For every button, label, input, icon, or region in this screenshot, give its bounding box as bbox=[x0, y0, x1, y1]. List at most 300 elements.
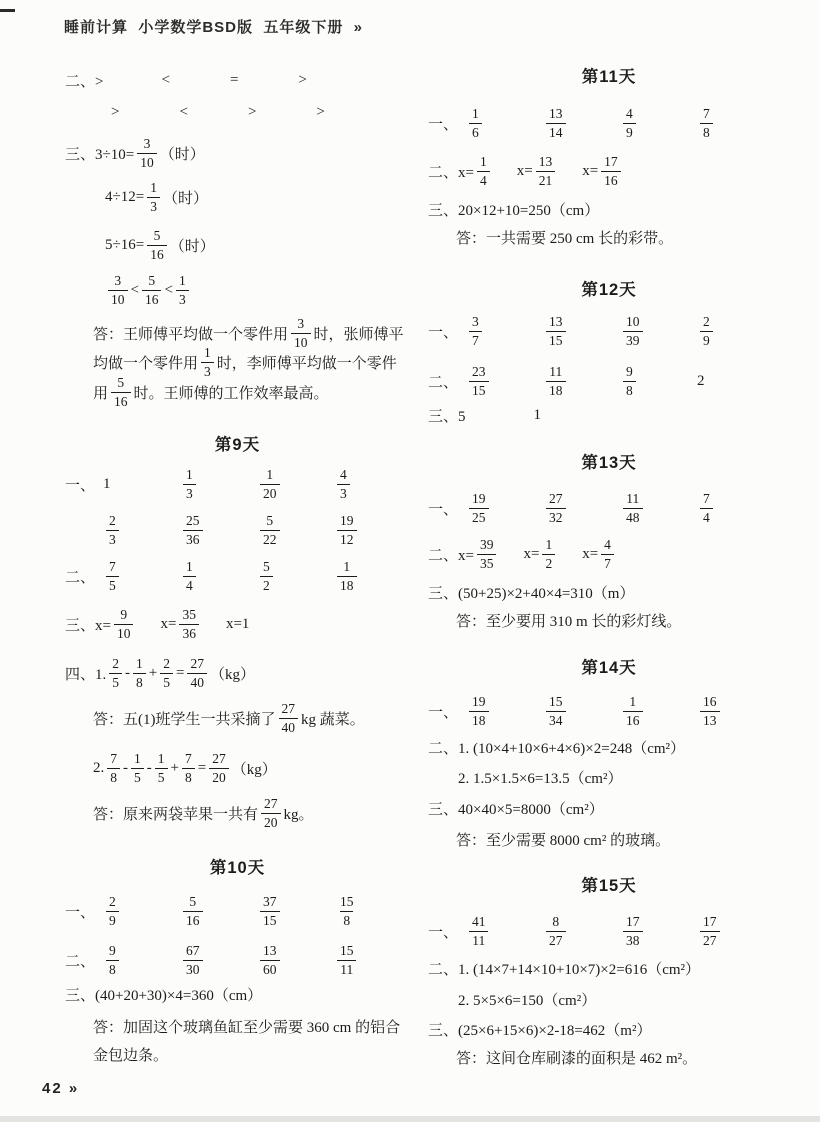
math-text: + bbox=[148, 664, 158, 681]
fraction bbox=[108, 273, 128, 307]
fraction bbox=[133, 656, 146, 690]
fraction bbox=[109, 656, 122, 690]
fraction bbox=[337, 943, 357, 977]
fraction-denominator: 4 bbox=[477, 171, 490, 189]
math-text: < bbox=[164, 281, 173, 298]
fraction-denominator: 18 bbox=[546, 381, 566, 399]
fraction-denominator: 5 bbox=[109, 673, 122, 691]
math-text: 2. 1.5×1.5×6=13.5（cm²） bbox=[458, 770, 623, 787]
fraction-denominator: 16 bbox=[183, 911, 203, 929]
fraction bbox=[183, 894, 203, 928]
spacer bbox=[65, 362, 93, 363]
fraction-denominator: 20 bbox=[260, 484, 280, 502]
answer-cell bbox=[257, 513, 334, 547]
spacer bbox=[65, 197, 105, 198]
answer-line bbox=[428, 219, 790, 255]
day-heading: 第14天 bbox=[581, 659, 637, 677]
fraction-denominator: 48 bbox=[623, 508, 643, 526]
fraction-numerator: 11 bbox=[626, 490, 640, 506]
fraction-denominator: 16 bbox=[111, 392, 131, 410]
answer-line bbox=[65, 62, 410, 98]
fraction-numerator: 27 bbox=[549, 490, 563, 506]
math-text: 2. 5×5×6=150（cm²） bbox=[458, 992, 597, 1009]
answer-line bbox=[65, 179, 410, 215]
fraction-numerator: 1 bbox=[186, 466, 193, 482]
fraction-numerator: 3 bbox=[472, 313, 479, 329]
fraction-numerator: 2 bbox=[109, 893, 116, 909]
answer-cell bbox=[466, 364, 543, 398]
fraction bbox=[546, 694, 566, 728]
spacer bbox=[493, 171, 517, 172]
math-text: = bbox=[175, 664, 185, 681]
fraction-denominator: 8 bbox=[700, 123, 713, 141]
fraction bbox=[147, 228, 167, 262]
math-text: 二、1. (14×7+14×10+10×7)×2=616（cm²） bbox=[428, 961, 701, 978]
math-text: kg。 bbox=[283, 806, 314, 823]
answer-cell bbox=[180, 943, 257, 977]
fraction-numerator: 7 bbox=[110, 750, 117, 766]
fraction bbox=[623, 914, 643, 948]
answer-cell bbox=[697, 694, 774, 728]
answer-cell bbox=[180, 894, 257, 928]
fraction-denominator: 39 bbox=[623, 331, 643, 349]
fraction-denominator: 2 bbox=[542, 554, 555, 572]
fraction-numerator: 1 bbox=[204, 344, 211, 360]
fraction bbox=[623, 106, 636, 140]
math-text: < bbox=[130, 281, 139, 298]
fraction-numerator: 15 bbox=[549, 693, 563, 709]
fraction-numerator: 19 bbox=[472, 490, 486, 506]
fraction bbox=[469, 491, 489, 525]
math-text: = bbox=[229, 71, 239, 88]
fraction bbox=[183, 513, 203, 547]
answer-line bbox=[65, 750, 410, 786]
fraction bbox=[260, 467, 280, 501]
fraction-denominator: 8 bbox=[133, 673, 146, 691]
fraction-denominator: 60 bbox=[260, 960, 280, 978]
spacer bbox=[65, 1054, 93, 1055]
math-text: x= bbox=[523, 545, 540, 562]
fraction-denominator: 30 bbox=[183, 960, 203, 978]
row-label: 一、 bbox=[428, 704, 459, 721]
answer-line bbox=[428, 153, 790, 189]
fraction bbox=[183, 943, 203, 977]
fraction-denominator: 7 bbox=[469, 331, 482, 349]
fraction-numerator: 5 bbox=[266, 512, 274, 528]
fraction bbox=[623, 364, 636, 398]
spacer bbox=[65, 813, 93, 814]
answer-line bbox=[65, 976, 410, 1012]
answer-line bbox=[428, 602, 790, 638]
math-text: （时） bbox=[162, 190, 208, 207]
fraction-denominator: 3 bbox=[176, 290, 189, 308]
fraction bbox=[469, 314, 482, 348]
answer-cell bbox=[543, 106, 620, 140]
math-text: 时。王师傅的工作效率最高。 bbox=[133, 385, 329, 402]
answer-cell bbox=[257, 467, 334, 501]
fraction bbox=[337, 467, 350, 501]
fraction-numerator: 23 bbox=[472, 363, 486, 379]
spacer bbox=[136, 624, 160, 625]
answer-line bbox=[65, 700, 410, 736]
fraction-numerator: 11 bbox=[549, 363, 563, 379]
fraction-numerator: 19 bbox=[472, 693, 486, 709]
fraction-numerator: 9 bbox=[120, 606, 128, 622]
math-text: 二、x= bbox=[428, 547, 474, 564]
math-text: （时） bbox=[159, 146, 205, 163]
fraction-denominator: 20 bbox=[209, 768, 229, 786]
answer-line bbox=[428, 397, 790, 433]
fraction-denominator: 4 bbox=[183, 576, 196, 594]
answer-cell bbox=[466, 694, 543, 728]
fraction-numerator: 35 bbox=[182, 606, 196, 622]
answer-line bbox=[428, 1039, 790, 1075]
math-text: （时） bbox=[169, 238, 215, 255]
fraction-denominator: 14 bbox=[546, 123, 566, 141]
answer-cell bbox=[334, 559, 411, 593]
fraction-denominator: 7 bbox=[601, 554, 614, 572]
math-text: 时，张师傅平 bbox=[313, 326, 404, 343]
day-heading: 第15天 bbox=[581, 877, 637, 895]
fraction bbox=[546, 314, 566, 348]
row-label: 一、 bbox=[428, 324, 459, 341]
fraction bbox=[187, 656, 207, 690]
answer-cell bbox=[103, 894, 180, 928]
fraction bbox=[469, 694, 489, 728]
fraction-numerator: 5 bbox=[189, 893, 197, 909]
fraction-denominator: 3 bbox=[201, 362, 214, 380]
fraction-numerator: 15 bbox=[340, 893, 354, 909]
spacer bbox=[65, 290, 105, 291]
fraction-numerator: 25 bbox=[186, 512, 200, 528]
answer-row bbox=[428, 105, 790, 141]
fraction bbox=[623, 314, 643, 348]
fraction-numerator: 7 bbox=[109, 558, 116, 574]
fraction-numerator: 2 bbox=[109, 512, 116, 528]
math-text: > bbox=[111, 103, 120, 120]
fraction-denominator: 6 bbox=[469, 123, 482, 141]
spacer bbox=[256, 112, 316, 113]
answer-row bbox=[65, 942, 410, 978]
fraction-denominator: 9 bbox=[106, 911, 119, 929]
spacer bbox=[428, 620, 456, 621]
fraction bbox=[477, 537, 497, 571]
math-text: 1 bbox=[533, 406, 542, 423]
fraction-numerator: 5 bbox=[263, 558, 270, 574]
fraction bbox=[160, 656, 173, 690]
answer-row bbox=[428, 913, 790, 949]
answer-cell bbox=[697, 914, 774, 948]
math-text: > bbox=[247, 103, 257, 120]
fraction-denominator: 13 bbox=[700, 711, 720, 729]
answer-cell bbox=[620, 106, 697, 140]
day-heading: 第9天 bbox=[214, 436, 261, 454]
fraction-denominator: 8 bbox=[106, 960, 119, 978]
answer-cell bbox=[543, 491, 620, 525]
math-text: 1 bbox=[103, 475, 111, 492]
math-text: 均做一个零件用 bbox=[93, 355, 199, 372]
fraction-numerator: 1 bbox=[479, 153, 487, 169]
math-text: 四、1. bbox=[65, 666, 107, 683]
fraction-denominator: 36 bbox=[183, 530, 203, 548]
fraction bbox=[469, 914, 489, 948]
fraction bbox=[623, 694, 643, 728]
fraction bbox=[477, 154, 490, 188]
math-text: 2 bbox=[697, 372, 705, 389]
math-text: 二、> bbox=[65, 73, 104, 90]
answer-cell bbox=[620, 491, 697, 525]
math-text: 答：五(1)班学生一共采摘了 bbox=[93, 711, 276, 728]
math-text: x= bbox=[582, 162, 599, 179]
fraction-denominator: 40 bbox=[187, 673, 207, 691]
spacer bbox=[65, 245, 105, 246]
fraction bbox=[106, 513, 119, 547]
fraction bbox=[261, 796, 281, 830]
answer-line bbox=[65, 795, 410, 831]
answer-cell bbox=[180, 513, 257, 547]
fraction bbox=[131, 751, 144, 785]
fraction-numerator: 3 bbox=[143, 135, 151, 151]
answer-cell bbox=[103, 559, 180, 593]
fraction-numerator: 13 bbox=[538, 153, 553, 169]
fraction-numerator: 8 bbox=[552, 913, 560, 929]
spacer bbox=[202, 624, 226, 625]
answer-row bbox=[428, 490, 790, 526]
math-text: （kg） bbox=[209, 666, 255, 683]
answer-row bbox=[65, 512, 410, 548]
answer-cell bbox=[466, 314, 543, 348]
fraction-numerator: 13 bbox=[263, 942, 277, 958]
day-heading: 第13天 bbox=[581, 454, 637, 472]
answer-cell bbox=[620, 364, 697, 398]
math-text: + bbox=[170, 759, 179, 776]
scan-corner-mark bbox=[0, 9, 15, 12]
fraction bbox=[209, 751, 229, 785]
fraction-numerator: 13 bbox=[549, 105, 563, 121]
spacer bbox=[428, 1057, 456, 1058]
answer-cell bbox=[697, 314, 774, 348]
math-text: 答：王师傅平均做一个零件用 bbox=[93, 326, 289, 343]
answer-cell bbox=[697, 106, 774, 140]
fraction-numerator: 27 bbox=[190, 655, 204, 671]
fraction-numerator: 27 bbox=[212, 750, 226, 766]
fraction-numerator: 4 bbox=[604, 536, 611, 552]
fraction-denominator: 5 bbox=[131, 768, 144, 786]
fraction-denominator: 10 bbox=[114, 624, 134, 642]
row-label: 一、 bbox=[428, 501, 459, 518]
spacer bbox=[238, 80, 298, 81]
fraction-numerator: 3 bbox=[297, 315, 305, 331]
fraction-numerator: 15 bbox=[340, 942, 354, 958]
fraction-denominator: 10 bbox=[108, 290, 128, 308]
math-text: 用 bbox=[93, 385, 109, 402]
fraction-numerator: 7 bbox=[703, 105, 710, 121]
math-text: kg 蔬菜。 bbox=[301, 711, 365, 728]
answer-line bbox=[428, 536, 790, 572]
scan-bottom-edge bbox=[0, 1116, 820, 1122]
math-text: 三、(25×6+15×6)×2-18=462（m²） bbox=[428, 1022, 652, 1039]
math-text: - bbox=[125, 664, 131, 681]
fraction bbox=[137, 136, 157, 170]
fraction-numerator: 19 bbox=[340, 512, 354, 528]
answer-cell bbox=[543, 364, 620, 398]
fraction-denominator: 11 bbox=[469, 931, 488, 949]
fraction-numerator: 3 bbox=[114, 272, 122, 288]
fraction-denominator: 16 bbox=[142, 290, 162, 308]
fraction bbox=[601, 154, 621, 188]
fraction bbox=[142, 273, 162, 307]
answer-cell bbox=[620, 914, 697, 948]
spacer bbox=[428, 999, 458, 1000]
math-text: < bbox=[161, 71, 170, 88]
fraction-denominator: 10 bbox=[291, 333, 311, 351]
answer-cell bbox=[257, 559, 334, 593]
answer-cell bbox=[620, 314, 697, 348]
spacer bbox=[428, 237, 456, 238]
answer-cell bbox=[103, 513, 180, 547]
row-label: 一、 bbox=[428, 116, 459, 133]
math-text: 三、3÷10= bbox=[65, 146, 135, 163]
math-text: 二、x= bbox=[428, 164, 474, 181]
fraction-numerator: 5 bbox=[117, 374, 125, 390]
fraction-numerator: 17 bbox=[604, 153, 618, 169]
answer-row bbox=[428, 313, 790, 349]
math-text: 三、(50+25)×2+40×4=310（m） bbox=[428, 585, 635, 602]
answer-cell bbox=[103, 943, 180, 977]
fraction-denominator: 27 bbox=[546, 931, 566, 949]
fraction-numerator: 1 bbox=[186, 558, 193, 574]
spacer bbox=[65, 1026, 93, 1027]
fraction bbox=[183, 467, 196, 501]
answer-line bbox=[65, 272, 410, 308]
math-text: 答：一共需要 250 cm 长的彩带。 bbox=[456, 230, 674, 247]
fraction bbox=[469, 106, 482, 140]
fraction-denominator: 5 bbox=[155, 768, 168, 786]
fraction-numerator: 10 bbox=[626, 313, 640, 329]
fraction-numerator: 7 bbox=[703, 490, 710, 506]
fraction-denominator: 15 bbox=[469, 381, 489, 399]
fraction-numerator: 1 bbox=[266, 466, 274, 482]
fraction bbox=[546, 914, 566, 948]
spacer bbox=[65, 112, 111, 113]
fraction bbox=[260, 943, 280, 977]
fraction-denominator: 20 bbox=[261, 813, 281, 831]
fraction bbox=[106, 559, 119, 593]
spacer bbox=[188, 112, 248, 113]
fraction bbox=[260, 559, 273, 593]
fraction bbox=[107, 751, 120, 785]
fraction bbox=[700, 106, 713, 140]
fraction-numerator: 4 bbox=[340, 466, 347, 482]
fraction bbox=[536, 154, 556, 188]
answer-cell bbox=[334, 943, 411, 977]
fraction-numerator: 1 bbox=[136, 655, 143, 671]
fraction-denominator: 8 bbox=[182, 768, 195, 786]
fraction bbox=[183, 559, 196, 593]
math-text: 三、(40+20+30)×4=360（cm） bbox=[65, 987, 263, 1004]
fraction bbox=[106, 943, 119, 977]
spacer bbox=[119, 112, 179, 113]
math-text: 三、20×12+10=250（cm） bbox=[428, 202, 600, 219]
answer-row bbox=[428, 693, 790, 729]
fraction bbox=[337, 894, 357, 928]
fraction-numerator: 1 bbox=[472, 105, 479, 121]
fraction-denominator: 15 bbox=[260, 911, 280, 929]
spacer bbox=[65, 333, 93, 334]
fraction-denominator: 40 bbox=[279, 718, 299, 736]
fraction-numerator: 39 bbox=[479, 536, 494, 552]
answer-line bbox=[65, 94, 410, 130]
math-text: 三、40×40×5=8000（cm²） bbox=[428, 801, 604, 818]
fraction-numerator: 16 bbox=[703, 693, 717, 709]
math-text: x= bbox=[516, 162, 533, 179]
answer-row bbox=[428, 363, 790, 399]
fraction bbox=[114, 607, 134, 641]
fraction-denominator: 22 bbox=[260, 530, 280, 548]
fraction-numerator: 1 bbox=[134, 750, 141, 766]
answer-line bbox=[65, 374, 410, 410]
answer-cell bbox=[257, 943, 334, 977]
math-text: > bbox=[316, 103, 325, 120]
fraction bbox=[176, 273, 189, 307]
fraction-denominator: 5 bbox=[160, 673, 173, 691]
fraction-denominator: 21 bbox=[536, 171, 556, 189]
fraction bbox=[546, 106, 566, 140]
math-text: 答：至少需要 8000 cm² 的玻璃。 bbox=[456, 832, 671, 849]
spacer bbox=[466, 415, 534, 416]
fraction-denominator: 3 bbox=[337, 484, 350, 502]
math-text: 金包边条。 bbox=[93, 1047, 169, 1064]
fraction bbox=[700, 491, 713, 525]
fraction-denominator: 3 bbox=[183, 484, 196, 502]
spacer bbox=[558, 554, 582, 555]
fraction-numerator: 5 bbox=[148, 272, 156, 288]
math-text: > bbox=[298, 71, 307, 88]
fraction bbox=[700, 914, 720, 948]
math-text: 答：加固这个玻璃鱼缸至少需要 360 cm 的铝合 bbox=[93, 1019, 401, 1036]
fraction-denominator: 10 bbox=[137, 153, 157, 171]
fraction-numerator: 5 bbox=[153, 227, 161, 243]
fraction-numerator: 1 bbox=[545, 536, 553, 552]
fraction-numerator: 17 bbox=[626, 913, 640, 929]
math-text: x=1 bbox=[225, 615, 250, 632]
fraction bbox=[155, 751, 168, 785]
fraction-numerator: 1 bbox=[157, 750, 165, 766]
fraction-denominator: 9 bbox=[623, 123, 636, 141]
answer-row bbox=[65, 466, 410, 502]
answer-cell bbox=[466, 106, 543, 140]
fraction-denominator: 12 bbox=[337, 530, 357, 548]
math-text: （kg） bbox=[231, 761, 277, 778]
fraction-denominator: 16 bbox=[623, 711, 643, 729]
row-label: 一、 bbox=[428, 924, 459, 941]
math-text: 答：这间仓库刷漆的面积是 462 m²。 bbox=[456, 1050, 698, 1067]
spacer bbox=[103, 80, 161, 81]
answer-line bbox=[65, 606, 410, 642]
answer-cell bbox=[180, 559, 257, 593]
fraction-denominator: 34 bbox=[546, 711, 566, 729]
answer-cell bbox=[334, 467, 411, 501]
answer-cell bbox=[543, 694, 620, 728]
fraction-numerator: 2 bbox=[112, 655, 120, 671]
answer-cell bbox=[697, 373, 774, 390]
fraction-denominator: 35 bbox=[477, 554, 497, 572]
fraction-denominator: 3 bbox=[147, 197, 160, 215]
answer-line bbox=[65, 135, 410, 171]
math-text: 三、5 bbox=[428, 408, 466, 425]
right-column bbox=[428, 0, 790, 1122]
spacer bbox=[65, 718, 93, 719]
